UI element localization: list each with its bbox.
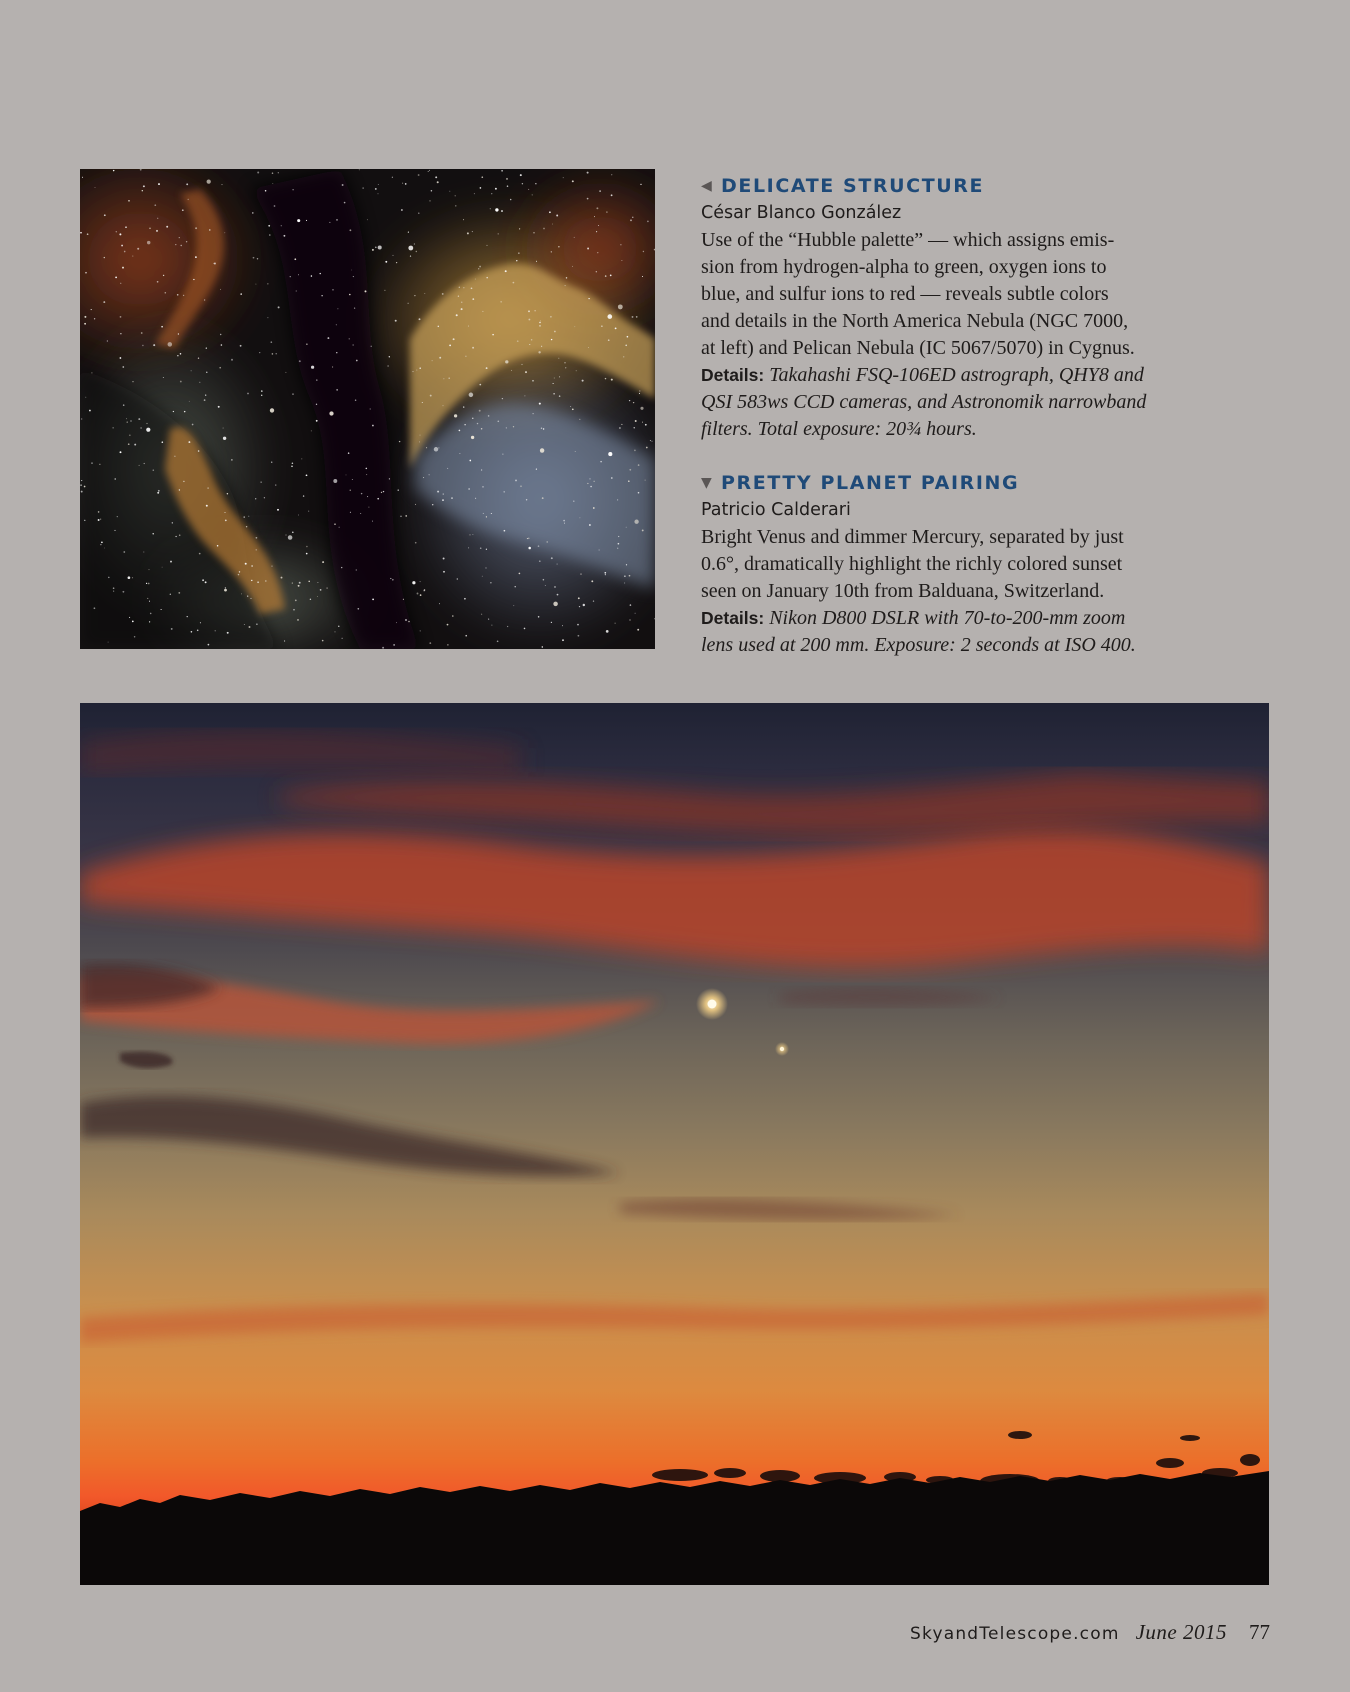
details-text: Nikon D800 DSLR with 70-to-200-mm zoom [769, 607, 1126, 629]
caption-line: blue, and sulfur ions to red — reveals subtle colors [701, 283, 1109, 305]
sunset-photo [80, 703, 1269, 1585]
caption-line: at left) and Pelican Nebula (IC 5067/5070) in Cygnus. [701, 337, 1135, 359]
arrow-left-icon: ◀ [701, 178, 712, 194]
caption-body [701, 524, 1301, 659]
page-number: 77 [1249, 1620, 1270, 1644]
caption-line: seen on January 10th from Balduana, Switzerland. [701, 580, 1105, 602]
details-line [701, 605, 1301, 632]
details-label: Details: [701, 608, 765, 628]
details-line: filters. Total exposure: 20¾ hours. [701, 418, 977, 440]
caption-line: Use of the “Hubble palette” — which assigns emis- [701, 229, 1115, 251]
details-label: Details: [701, 365, 765, 385]
footer-date: June 2015 [1135, 1620, 1227, 1644]
page-footer [910, 1620, 1270, 1645]
caption-column [701, 172, 1301, 685]
footer-site: SkyandTelescope.com [910, 1624, 1120, 1644]
details-text: Takahashi FSQ-106ED astrograph, QHY8 and [769, 364, 1144, 386]
caption-header [701, 172, 1301, 200]
caption-title: DELICATE STRUCTURE [721, 175, 985, 197]
photo-credit: César Blanco González [701, 203, 902, 223]
nebula-photo [80, 169, 655, 649]
details-line: QSI 583ws CCD cameras, and Astronomik narrowband [701, 391, 1147, 413]
caption-line: and details in the North America Nebula (NGC 7000, [701, 310, 1129, 332]
details-line: lens used at 200 mm. Exposure: 2 seconds at ISO 400. [701, 634, 1136, 656]
details-line [701, 362, 1301, 389]
arrow-down-icon: ▼ [701, 475, 712, 491]
photo-credit: Patricio Calderari [701, 500, 851, 520]
caption-header [701, 469, 1301, 497]
caption-line: Bright Venus and dimmer Mercury, separated by just [701, 526, 1124, 548]
caption-line: 0.6°, dramatically highlight the richly colored sunset [701, 553, 1123, 575]
caption-line: sion from hydrogen-alpha to green, oxygen ions to [701, 256, 1107, 278]
caption-body [701, 227, 1301, 443]
caption-delicate-structure [701, 172, 1301, 443]
caption-pretty-planet-pairing [701, 469, 1301, 659]
caption-title: PRETTY PLANET PAIRING [721, 472, 1020, 494]
